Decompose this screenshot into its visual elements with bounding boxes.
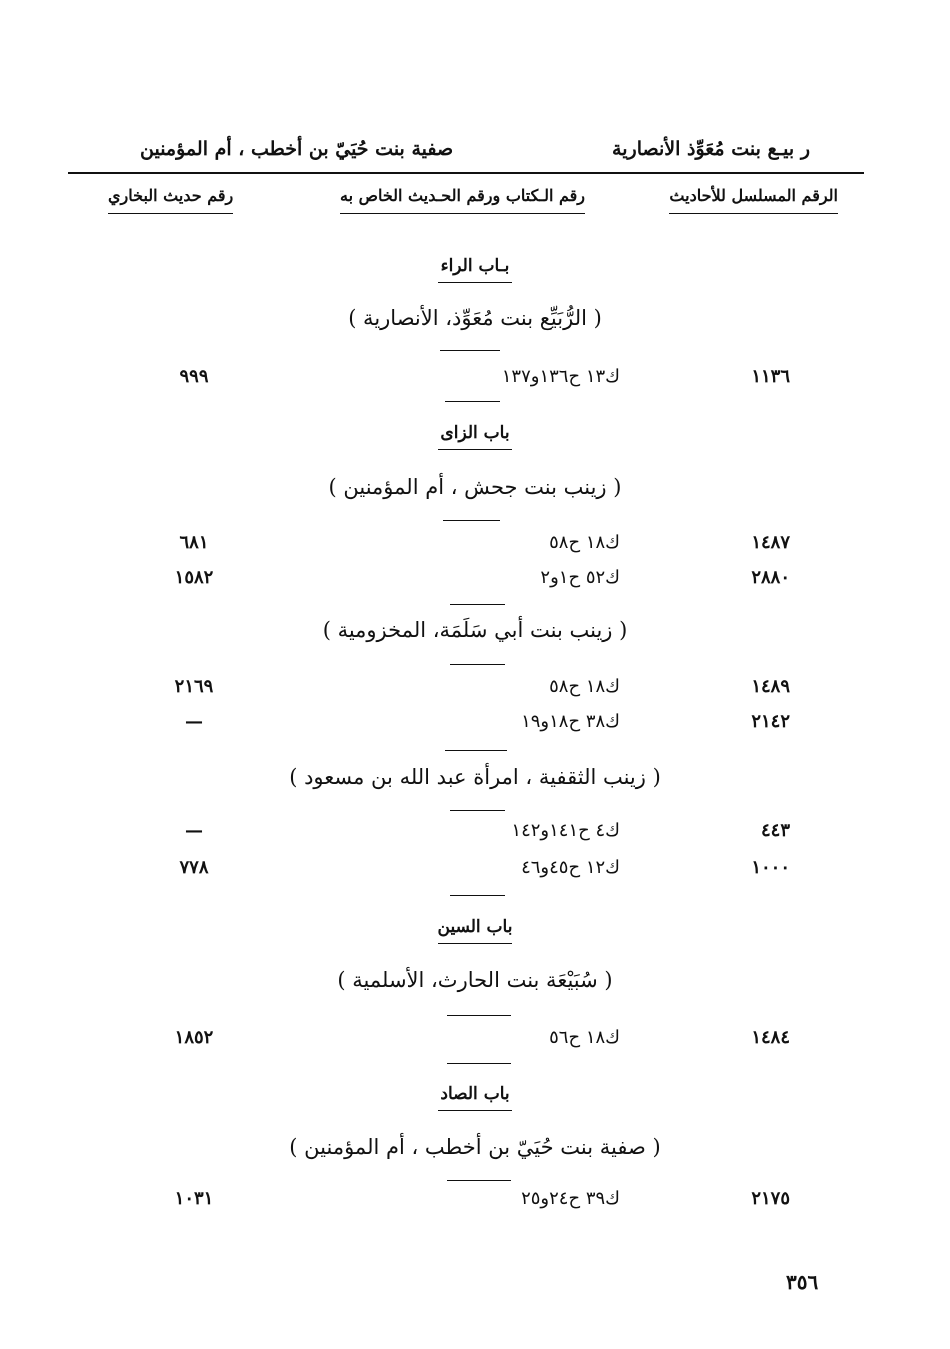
header-rule — [68, 172, 864, 174]
serial-number: ٢١٧٥ — [751, 1188, 790, 1209]
separator-rule — [447, 1180, 511, 1181]
bukhari-number: ٦٨١ — [179, 532, 209, 553]
person-heading: ( زينب بنت جحش ، أم المؤمنين ) — [328, 475, 622, 499]
bukhari-number: — — [185, 820, 203, 841]
serial-number: ٢١٤٢ — [751, 711, 790, 732]
book-hadith-ref: ك٣٨ ح١٨و١٩ — [521, 711, 620, 732]
column-heading-bukhari-label: رقم حديث البخاري — [108, 186, 234, 205]
column-heading-book-hadith-label: رقم الـكتاب ورقم الحـديث الخاص به — [340, 186, 586, 205]
serial-number: ٤٤٣ — [760, 820, 790, 841]
section-title: باب السين — [437, 917, 513, 937]
running-header-right: ر بيـع بنت مُعَوِّذ الأنصارية — [612, 138, 810, 160]
bukhari-number: ٩٩٩ — [179, 366, 209, 387]
bukhari-number: ١٨٥٢ — [174, 1027, 214, 1048]
bukhari-number: — — [185, 711, 203, 732]
table-row — [0, 711, 950, 741]
column-heading-book-hadith — [340, 186, 585, 214]
table-row — [0, 1188, 950, 1218]
table-row — [0, 567, 950, 597]
person-heading: ( الرُّبَيِّع بنت مُعَوِّذ، الأنصارية ) — [348, 306, 602, 330]
section-heading — [0, 917, 950, 944]
book-hadith-ref: ك١٣ ح١٣٦و١٣٧ — [501, 366, 620, 387]
running-header-left: صفية بنت حُيَيّ بن أخطب ، أم المؤمنين — [140, 138, 454, 160]
person-heading: ( زينب الثقفية ، امرأة عبد الله بن مسعود ) — [289, 765, 661, 789]
section-heading — [0, 256, 950, 283]
table-row — [0, 532, 950, 562]
section-heading — [0, 1084, 950, 1111]
serial-number: ١٤٨٧ — [751, 532, 790, 553]
book-hadith-ref: ك١٨ ح٥٨ — [549, 532, 620, 553]
bukhari-number: ٢١٦٩ — [174, 676, 214, 697]
separator-rule — [450, 664, 505, 665]
column-heading-underline — [340, 213, 585, 214]
separator-rule — [447, 1015, 511, 1016]
column-heading-serial — [669, 186, 838, 214]
section-underline — [438, 282, 512, 283]
book-hadith-ref: ك٤ ح١٤١و١٤٢ — [511, 820, 620, 841]
section-underline — [438, 1110, 512, 1111]
separator-rule — [443, 520, 500, 521]
table-row — [0, 820, 950, 850]
person-heading: ( زينب بنت أبي سَلَمَة، المخزومية ) — [322, 618, 628, 642]
column-heading-underline — [669, 213, 838, 214]
separator-rule — [450, 895, 505, 896]
section-underline — [438, 943, 512, 944]
bukhari-number: ١٠٣١ — [174, 1188, 214, 1209]
page-number: ٣٥٦ — [786, 1270, 819, 1294]
separator-rule — [447, 1063, 511, 1064]
section-title: بـاب الراء — [440, 256, 510, 276]
book-hadith-ref: ك٣٩ ح٢٤و٢٥ — [521, 1188, 620, 1209]
separator-rule — [445, 401, 500, 402]
book-hadith-ref: ك١٨ ح٥٦ — [549, 1027, 620, 1048]
table-row — [0, 366, 950, 396]
separator-rule — [440, 350, 500, 351]
person-heading: ( صفية بنت حُيَيّ بن أخطب ، أم المؤمنين ) — [289, 1135, 661, 1159]
serial-number: ٢٨٨٠ — [751, 567, 790, 588]
person-heading: ( سُبَيْعَة بنت الحارث، الأسلمية ) — [337, 968, 613, 992]
section-title: باب الصاد — [440, 1084, 510, 1104]
table-row — [0, 676, 950, 706]
separator-rule — [450, 810, 505, 811]
serial-number: ١٤٨٩ — [751, 676, 790, 697]
column-heading-underline — [108, 213, 233, 214]
book-hadith-ref: ك١٨ ح٥٨ — [549, 676, 620, 697]
column-heading-bukhari — [108, 186, 233, 214]
bukhari-number: ١٥٨٢ — [174, 567, 214, 588]
separator-rule — [450, 604, 505, 605]
section-heading — [0, 423, 950, 450]
book-hadith-ref: ك٥٢ ح١و٢ — [540, 567, 620, 588]
serial-number: ١٤٨٤ — [751, 1027, 790, 1048]
book-hadith-ref: ك١٢ ح٤٥و٤٦ — [521, 857, 620, 878]
separator-rule — [445, 750, 507, 751]
column-heading-serial-label: الرقم المسلسل للأحاديث — [669, 186, 838, 205]
table-row — [0, 1027, 950, 1057]
section-underline — [438, 449, 512, 450]
section-title: باب الزاى — [440, 423, 510, 443]
serial-number: ١٠٠٠ — [751, 857, 790, 878]
bukhari-number: ٧٧٨ — [179, 857, 209, 878]
table-row — [0, 857, 950, 887]
serial-number: ١١٣٦ — [751, 366, 790, 387]
